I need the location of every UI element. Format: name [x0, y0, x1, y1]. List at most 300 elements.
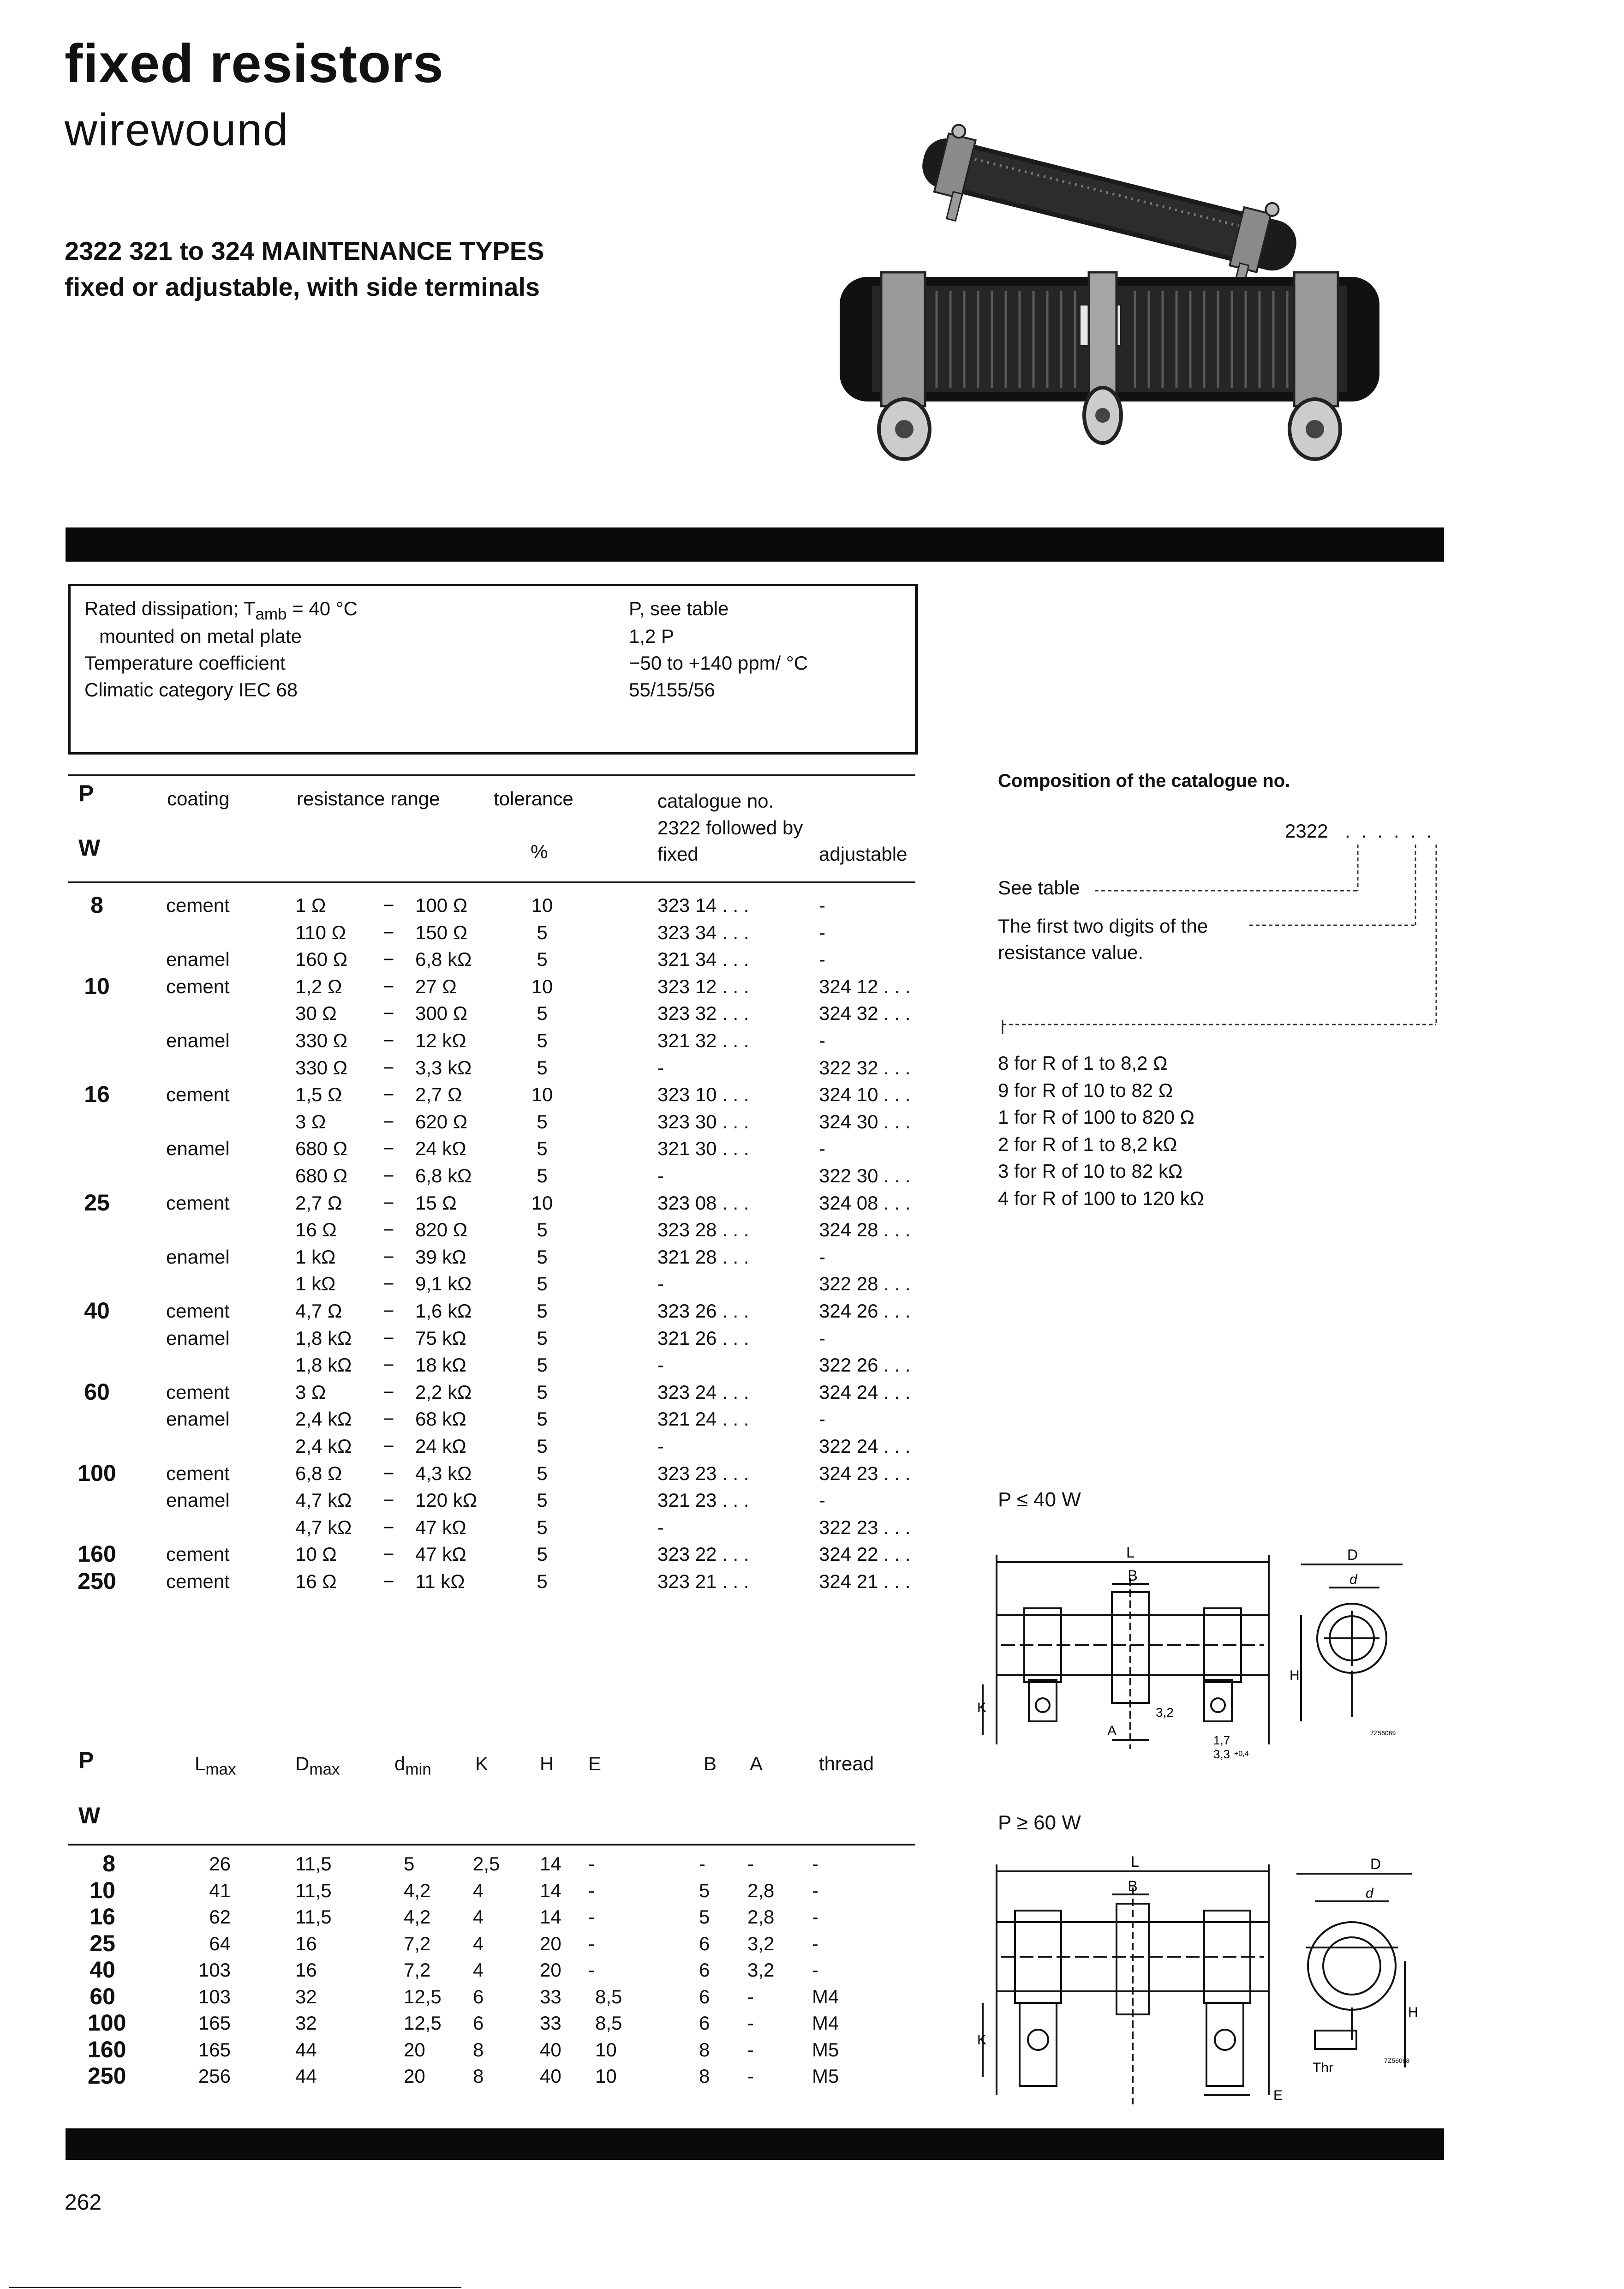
drawing-small-end-view: [1287, 1546, 1416, 1740]
cell-l: 103: [198, 1959, 231, 1981]
cell-p: 100: [78, 1460, 116, 1486]
cell-fix: 323 24 . . .: [657, 1381, 749, 1403]
cell-h: 20: [540, 1932, 561, 1954]
cell-h: 33: [540, 2012, 561, 2034]
composition-code-item: 1 for R of 100 to 820 Ω: [998, 1106, 1194, 1128]
cell-l: 62: [209, 1906, 231, 1928]
cell-hi: 27 Ω: [415, 975, 457, 997]
cell-coat: enamel: [166, 1408, 230, 1430]
cell-k: 6: [473, 2012, 484, 2034]
cell-e: -: [588, 1879, 595, 1901]
cell-t: -: [812, 1906, 818, 1928]
range-dash: −: [383, 1273, 394, 1295]
t1-header-tolerance: tolerance: [494, 788, 573, 809]
cell-lo: 16 Ω: [295, 1219, 337, 1241]
range-dash: −: [383, 948, 394, 971]
cell-e: -: [588, 1959, 595, 1981]
cell-hi: 18 kΩ: [415, 1354, 466, 1376]
cell-tol: 5: [537, 1273, 548, 1295]
range-dash: −: [383, 975, 394, 997]
t2-header-dmin: $d_{min}$: [394, 1753, 431, 1779]
cell-adj: 324 22 . . .: [819, 1543, 911, 1565]
cell-b: 5: [699, 1906, 710, 1928]
cell-lo: 330 Ω: [295, 1056, 348, 1079]
drawing-ref-small: 7Z56069: [1370, 1729, 1396, 1737]
cell-p: 60: [90, 1983, 115, 2009]
spec-value-tempco: −50 to +140 ppm/ °C: [629, 652, 808, 674]
cell-tol: 5: [537, 1489, 548, 1511]
t1-header-adjustable: adjustable: [819, 843, 908, 865]
range-dash: −: [383, 1219, 394, 1241]
cell-lo: 4,7 Ω: [295, 1300, 342, 1322]
cell-hi: 300 Ω: [415, 1002, 468, 1025]
cell-b: 6: [699, 1959, 710, 1981]
t2-header-b: B: [704, 1753, 717, 1774]
cell-e: -: [588, 1853, 595, 1875]
dim-label-l-large: L: [1131, 1855, 1139, 1870]
range-dash: −: [383, 1354, 394, 1376]
range-dash: −: [383, 1462, 394, 1484]
cell-lo: 1 kΩ: [295, 1273, 336, 1295]
cell-fix: 321 24 . . .: [657, 1408, 749, 1430]
t2-header-l: $L_{max}$: [195, 1753, 236, 1779]
cell-hi: 620 Ω: [415, 1110, 468, 1133]
cell-tol: 5: [537, 1300, 548, 1322]
scan-edge-line: [9, 2287, 461, 2288]
types-line-1: 2322 321 to 324 MAINTENANCE TYPES: [65, 236, 544, 265]
cell-d: 32: [295, 1985, 317, 2007]
cell-dmin: 7,2: [404, 1932, 431, 1954]
range-dash: −: [383, 1110, 394, 1133]
cell-a: 2,8: [747, 1879, 775, 1901]
end-label-d-outer-large: D: [1370, 1856, 1381, 1872]
dim-label-32: 3,2: [1156, 1705, 1174, 1720]
cell-hi: 2,7 Ω: [415, 1084, 462, 1106]
cell-t: M4: [812, 1985, 839, 2007]
cell-fix: 323 22 . . .: [657, 1543, 749, 1565]
range-dash: −: [383, 1056, 394, 1079]
section-bar-top: [66, 527, 1444, 562]
dim-label-b-large: B: [1128, 1878, 1138, 1894]
cell-t: -: [812, 1853, 818, 1875]
composition-code-dots: . . . . . .: [1345, 820, 1435, 842]
dim-label-l: L: [1126, 1546, 1134, 1561]
spec-value-dissipation: P, see table: [629, 598, 729, 619]
cell-a: -: [747, 1853, 754, 1875]
cell-dmin: 12,5: [404, 2012, 442, 2034]
cell-fix: 323 32 . . .: [657, 1002, 749, 1025]
dim-label-b: B: [1128, 1567, 1138, 1584]
range-dash: −: [383, 1570, 394, 1592]
cell-b: -: [699, 1853, 705, 1875]
cell-coat: cement: [166, 975, 230, 997]
range-dash: −: [383, 1030, 394, 1051]
drawing-large-resistor: [973, 1855, 1287, 2114]
cell-hi: 75 kΩ: [415, 1327, 466, 1349]
cell-tol: 10: [531, 1084, 553, 1106]
cell-fix: 321 34 . . .: [657, 948, 749, 971]
cell-fix: -: [657, 1516, 664, 1538]
types-heading: [65, 233, 544, 305]
cell-hi: 12 kΩ: [415, 1030, 466, 1051]
cell-p: 16: [90, 1904, 115, 1929]
composition-see-table: See table: [998, 877, 1080, 899]
cell-coat: cement: [166, 1192, 230, 1214]
cell-coat: enamel: [166, 1489, 230, 1511]
end-label-h-large: H: [1408, 2005, 1418, 2020]
cell-adj: 324 26 . . .: [819, 1300, 911, 1322]
cell-l: 103: [198, 1985, 231, 2007]
cell-coat: enamel: [166, 1138, 230, 1160]
cell-lo: 2,7 Ω: [295, 1192, 342, 1214]
cell-tol: 5: [537, 1110, 548, 1133]
cell-fix: 323 08 . . .: [657, 1192, 749, 1214]
cell-k: 6: [473, 1985, 484, 2007]
cell-coat: cement: [166, 894, 230, 916]
dim-label-33: 3,3: [1213, 1747, 1230, 1761]
cell-e: 10: [595, 2065, 617, 2087]
cell-adj: 322 28 . . .: [819, 1273, 911, 1295]
page-subtitle: wirewound: [65, 104, 289, 155]
cell-lo: 3 Ω: [295, 1381, 326, 1403]
cell-fix: -: [657, 1354, 664, 1376]
table1-rule-header: [68, 881, 915, 883]
cell-hi: 3,3 kΩ: [415, 1056, 472, 1079]
cell-hi: 4,3 kΩ: [415, 1462, 472, 1484]
cell-t: M5: [812, 2038, 839, 2061]
cell-fix: -: [657, 1273, 664, 1295]
cell-fix: 321 32 . . .: [657, 1030, 749, 1051]
dim-label-a: A: [1107, 1723, 1117, 1738]
composition-code-item: 4 for R of 100 to 120 kΩ: [998, 1187, 1204, 1209]
cell-hi: 2,2 kΩ: [415, 1381, 472, 1403]
cell-t: -: [812, 1932, 818, 1954]
cell-d: 32: [295, 2012, 317, 2034]
cell-e: 8,5: [595, 2012, 622, 2034]
cell-lo: 1,8 kΩ: [295, 1327, 352, 1349]
cell-e: -: [588, 1906, 595, 1928]
cell-p: 100: [88, 2010, 126, 2036]
cell-hi: 47 kΩ: [415, 1543, 466, 1565]
cell-k: 8: [473, 2038, 484, 2061]
cell-lo: 3 Ω: [295, 1110, 326, 1133]
range-dash: −: [383, 921, 394, 943]
cell-p: 10: [84, 973, 110, 999]
cell-tol: 5: [537, 1516, 548, 1538]
drawing-large-title: P ≥ 60 W: [998, 1811, 1081, 1834]
cell-lo: 4,7 kΩ: [295, 1489, 352, 1511]
cell-adj: 322 32 . . .: [819, 1056, 911, 1079]
cell-coat: cement: [166, 1300, 230, 1322]
composition-code-item: 2 for R of 1 to 8,2 kΩ: [998, 1133, 1177, 1155]
cell-l: 165: [198, 2012, 231, 2034]
cell-lo: 1 Ω: [295, 894, 326, 916]
range-dash: −: [383, 1138, 394, 1160]
cell-lo: 1 kΩ: [295, 1246, 336, 1268]
cell-e: 10: [595, 2038, 617, 2061]
cell-l: 256: [198, 2065, 231, 2087]
cell-fix: 321 26 . . .: [657, 1327, 749, 1349]
cell-adj: 322 26 . . .: [819, 1354, 911, 1376]
cell-k: 4: [473, 1879, 484, 1901]
types-line-2: fixed or adjustable, with side terminals: [65, 272, 540, 301]
cell-hi: 11 kΩ: [415, 1570, 465, 1592]
composition-code-item: 8 for R of 1 to 8,2 Ω: [998, 1052, 1168, 1074]
cell-hi: 24 kΩ: [415, 1138, 466, 1160]
table2-rule-header: [68, 1844, 915, 1846]
cell-dmin: 5: [404, 1853, 415, 1875]
drawing-large-end-view: [1287, 1855, 1421, 2077]
cell-b: 6: [699, 1932, 710, 1954]
cell-coat: cement: [166, 1462, 230, 1484]
cell-adj: 322 24 . . .: [819, 1435, 911, 1457]
cell-hi: 1,6 kΩ: [415, 1300, 472, 1322]
range-dash: −: [383, 894, 394, 916]
cell-tol: 5: [537, 1543, 548, 1565]
spec-label-climatic: Climatic category IEC 68: [84, 679, 298, 701]
t1-header-p: P: [78, 780, 94, 806]
cell-lo: 10 Ω: [295, 1543, 337, 1565]
cell-p: 40: [90, 1957, 115, 1983]
cell-adj: -: [819, 1408, 825, 1430]
cell-lo: 2,4 kΩ: [295, 1435, 352, 1457]
cell-adj: -: [819, 1246, 825, 1268]
cell-adj: 322 23 . . .: [819, 1516, 911, 1538]
cell-tol: 5: [537, 1165, 548, 1186]
cell-adj: -: [819, 1327, 825, 1349]
t2-header-w: W: [78, 1803, 101, 1828]
cell-l: 64: [209, 1932, 231, 1954]
cell-adj: -: [819, 1138, 825, 1160]
composition-title: Composition of the catalogue no.: [998, 771, 1290, 791]
cell-tol: 5: [537, 1462, 548, 1484]
cell-adj: 324 32 . . .: [819, 1002, 911, 1025]
drawing-small-title: P ≤ 40 W: [998, 1488, 1081, 1511]
cell-t: -: [812, 1879, 818, 1901]
table1-rule-top: [68, 774, 915, 776]
cell-tol: 5: [537, 1354, 548, 1376]
cell-fix: 323 14 . . .: [657, 894, 749, 916]
drawing-small-resistor: [973, 1546, 1287, 1763]
cell-coat: cement: [166, 1543, 230, 1565]
range-dash: −: [383, 1192, 394, 1214]
cell-h: 20: [540, 1959, 561, 1981]
cell-fix: 323 21 . . .: [657, 1570, 749, 1592]
cell-hi: 39 kΩ: [415, 1246, 466, 1268]
cell-lo: 4,7 kΩ: [295, 1516, 352, 1538]
range-dash: −: [383, 1381, 394, 1403]
cell-dmin: 4,2: [404, 1906, 431, 1928]
cell-lo: 1,2 Ω: [295, 975, 342, 997]
cell-h: 33: [540, 1985, 561, 2007]
cell-fix: 323 34 . . .: [657, 921, 749, 943]
cell-p: 60: [84, 1378, 110, 1405]
cell-l: 165: [198, 2038, 231, 2061]
cell-tol: 5: [537, 1435, 548, 1457]
page-title: fixed resistors: [65, 33, 444, 94]
cell-p: 250: [88, 2063, 126, 2089]
cell-hi: 820 Ω: [415, 1219, 468, 1241]
t2-header-e: E: [588, 1753, 602, 1774]
cell-a: -: [747, 1985, 754, 2007]
cell-fix: 323 10 . . .: [657, 1084, 749, 1106]
cell-p: 25: [90, 1930, 115, 1956]
cell-p: 40: [84, 1298, 110, 1324]
cell-tol: 5: [537, 1030, 548, 1051]
cell-fix: 323 12 . . .: [657, 975, 749, 997]
cell-coat: cement: [166, 1381, 230, 1403]
cell-coat: enamel: [166, 1246, 230, 1268]
cell-hi: 6,8 kΩ: [415, 1165, 472, 1186]
range-dash: −: [383, 1327, 394, 1349]
cell-adj: 322 30 . . .: [819, 1165, 911, 1186]
composition-code: 2322: [1285, 820, 1328, 842]
cell-adj: 324 23 . . .: [819, 1462, 911, 1484]
t2-header-a: A: [750, 1753, 763, 1774]
cell-d: 11,5: [295, 1853, 332, 1875]
t2-header-p: P: [78, 1747, 94, 1773]
cell-fix: -: [657, 1435, 664, 1457]
spec-label-mounted: mounted on metal plate: [99, 625, 302, 647]
cell-dmin: 20: [404, 2065, 425, 2087]
cell-lo: 6,8 Ω: [295, 1462, 342, 1484]
cell-adj: 324 21 . . .: [819, 1570, 911, 1592]
spec-box: [68, 584, 918, 755]
cell-coat: enamel: [166, 948, 230, 971]
t1-header-fixed: fixed: [657, 843, 699, 865]
cell-tol: 5: [537, 1570, 548, 1592]
cell-fix: 323 23 . . .: [657, 1462, 749, 1484]
cell-lo: 30 Ω: [295, 1002, 337, 1025]
cell-t: M5: [812, 2065, 839, 2087]
cell-b: 6: [699, 1985, 710, 2007]
cell-k: 4: [473, 1959, 484, 1981]
cell-p: 10: [90, 1877, 115, 1903]
cell-adj: -: [819, 894, 825, 916]
dim-label-17: 1,7: [1213, 1733, 1230, 1747]
cell-fix: 323 26 . . .: [657, 1300, 749, 1322]
range-dash: −: [383, 1084, 394, 1106]
cell-p: 8: [102, 1851, 115, 1876]
cell-d: 44: [295, 2065, 317, 2087]
cell-lo: 2,4 kΩ: [295, 1408, 352, 1430]
cell-adj: 324 12 . . .: [819, 975, 911, 997]
cell-hi: 47 kΩ: [415, 1516, 466, 1538]
cell-hi: 150 Ω: [415, 921, 468, 943]
cell-fix: -: [657, 1056, 664, 1079]
cell-b: 6: [699, 2012, 710, 2034]
cell-tol: 5: [537, 1327, 548, 1349]
cell-lo: 110 Ω: [295, 921, 346, 943]
cell-h: 14: [540, 1879, 561, 1901]
t1-header-coating: coating: [167, 788, 230, 809]
cell-p: 160: [88, 2036, 126, 2062]
cell-dmin: 20: [404, 2038, 425, 2061]
cell-lo: 330 Ω: [295, 1030, 348, 1051]
cell-adj: 324 24 . . .: [819, 1381, 911, 1403]
cell-h: 14: [540, 1853, 561, 1875]
cell-adj: 324 28 . . .: [819, 1219, 911, 1241]
cell-p: 250: [78, 1568, 116, 1594]
cell-adj: -: [819, 1030, 825, 1051]
cell-k: 4: [473, 1906, 484, 1928]
spec-value-climatic: 55/155/56: [629, 679, 715, 701]
range-dash: −: [383, 1165, 394, 1186]
cell-adj: 324 30 . . .: [819, 1110, 911, 1133]
cell-d: 11,5: [295, 1906, 332, 1928]
range-dash: −: [383, 1435, 394, 1457]
composition-leader-lines: [998, 840, 1450, 1034]
range-dash: −: [383, 1002, 394, 1025]
cell-tol: 5: [537, 1219, 548, 1241]
drawing-ref-large: 7Z56068: [1384, 2057, 1410, 2064]
cell-a: 3,2: [747, 1932, 775, 1954]
cell-h: 40: [540, 2038, 561, 2061]
t2-header-d: $D_{max}$: [295, 1753, 340, 1779]
t2-header-k: K: [475, 1753, 489, 1774]
cell-k: 2,5: [473, 1853, 500, 1875]
cell-b: 5: [699, 1879, 710, 1901]
cell-dmin: 12,5: [404, 1985, 442, 2007]
cell-adj: -: [819, 948, 825, 971]
cell-hi: 9,1 kΩ: [415, 1273, 472, 1295]
cell-fix: 321 28 . . .: [657, 1246, 749, 1268]
end-label-d-outer: D: [1347, 1546, 1358, 1563]
cell-p: 16: [84, 1081, 110, 1108]
end-label-thr: Thr: [1313, 2060, 1333, 2075]
cell-d: 11,5: [295, 1879, 332, 1901]
cell-tol: 5: [537, 921, 548, 943]
cell-tol: 5: [537, 1138, 548, 1160]
cell-a: 2,8: [747, 1906, 775, 1928]
cell-d: 16: [295, 1959, 317, 1981]
range-dash: −: [383, 1489, 394, 1511]
cell-l: 41: [209, 1879, 231, 1901]
composition-code-item: 3 for R of 10 to 82 kΩ: [998, 1160, 1183, 1182]
cell-lo: 680 Ω: [295, 1165, 348, 1186]
end-label-h: H: [1290, 1668, 1300, 1683]
cell-h: 40: [540, 2065, 561, 2087]
cell-t: M4: [812, 2012, 839, 2034]
cell-dmin: 4,2: [404, 1879, 431, 1901]
cell-tol: 5: [537, 1246, 548, 1268]
cell-l: 26: [209, 1853, 231, 1875]
cell-b: 8: [699, 2038, 710, 2061]
cell-tol: 5: [537, 1056, 548, 1079]
cell-h: 14: [540, 1906, 561, 1928]
cell-tol: 10: [531, 1192, 553, 1214]
cell-coat: enamel: [166, 1327, 230, 1349]
cell-hi: 120 kΩ: [415, 1489, 478, 1511]
t2-header-thread: thread: [819, 1753, 874, 1774]
section-bar-bottom: [66, 2128, 1444, 2160]
cell-coat: cement: [166, 1570, 230, 1592]
range-dash: −: [383, 1246, 394, 1268]
cell-lo: 1,5 Ω: [295, 1084, 342, 1106]
spec-value-mounted: 1,2 P: [629, 625, 675, 647]
cell-lo: 16 Ω: [295, 1570, 337, 1592]
dim-label-e-large: E: [1273, 2088, 1283, 2103]
spec-label-dissipation: Rated dissipation; $T_{amb} = 40$ °C: [84, 598, 358, 623]
cell-fix: 321 30 . . .: [657, 1138, 749, 1160]
cell-tol: 5: [537, 1381, 548, 1403]
page-number: 262: [65, 2190, 102, 2215]
cell-tol: 10: [531, 894, 553, 916]
cell-adj: -: [819, 921, 825, 943]
cell-a: -: [747, 2038, 754, 2061]
t2-header-h: H: [540, 1753, 554, 1774]
t1-header-w: W: [78, 835, 101, 861]
